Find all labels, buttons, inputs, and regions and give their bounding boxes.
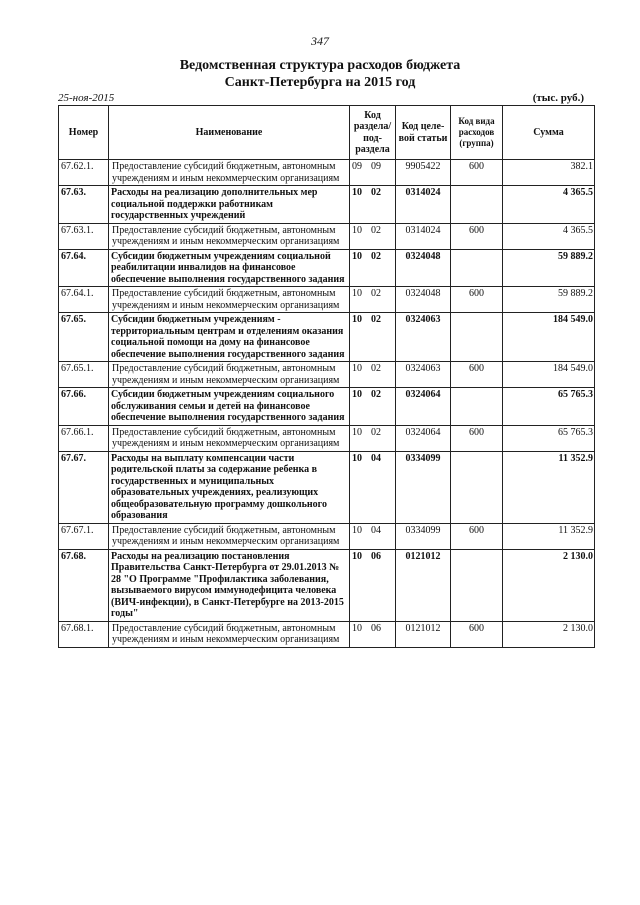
row-section: [350, 160, 396, 186]
row-amount: 382.1: [503, 160, 595, 186]
row-name: Предоставление субсидий бюджетным, автономным учреждениям и иным некоммерческим организациям: [109, 223, 350, 249]
table-row: [59, 287, 595, 313]
row-target-code: 0324064: [396, 425, 451, 451]
row-section-code: 10: [352, 224, 362, 236]
row-section: [350, 223, 396, 249]
budget-table: [58, 105, 595, 648]
row-section: [350, 388, 396, 426]
title-line-1: Ведомственная структура расходов бюджета: [179, 58, 461, 73]
row-section: [350, 362, 396, 388]
row-amount: 4 365.5: [503, 223, 595, 249]
row-subsection-code: 02: [371, 224, 381, 236]
row-section: [350, 186, 396, 224]
row-number: 67.67.1.: [59, 523, 109, 549]
row-amount: 184 549.0: [503, 362, 595, 388]
table-header-row: [59, 106, 595, 160]
table-row: [59, 249, 595, 287]
table-row: [59, 313, 595, 362]
row-exp-type: [451, 388, 503, 426]
row-amount: 59 889.2: [503, 249, 595, 287]
header-exp-type: Код вида расходов (группа): [451, 106, 503, 160]
table-row: [59, 388, 595, 426]
row-subsection-code: 04: [371, 524, 381, 536]
row-section-code: 10: [352, 622, 362, 634]
row-number: 67.68.1.: [59, 621, 109, 647]
row-exp-type: 600: [451, 160, 503, 186]
row-amount: 4 365.5: [503, 186, 595, 224]
row-number: 67.66.1.: [59, 425, 109, 451]
row-section-code: 10: [352, 250, 362, 262]
row-target-code: 0324048: [396, 249, 451, 287]
row-subsection-code: 06: [371, 550, 381, 562]
row-number: 67.65.1.: [59, 362, 109, 388]
row-number: 67.68.: [59, 549, 109, 621]
row-name: Расходы на реализацию дополнительных мер социальной поддержки работникам государственных учреждений: [109, 186, 350, 224]
row-name: Предоставление субсидий бюджетным, автономным учреждениям и иным некоммерческим организациям: [109, 425, 350, 451]
row-number: 67.67.: [59, 451, 109, 523]
row-section: [350, 313, 396, 362]
row-target-code: 0314024: [396, 223, 451, 249]
row-section: [350, 621, 396, 647]
row-subsection-code: 02: [371, 363, 381, 374]
row-amount: 2 130.0: [503, 621, 595, 647]
row-amount: 11 352.9: [503, 523, 595, 549]
row-name: Предоставление субсидий бюджетным, автономным учреждениям и иным некоммерческим организациям: [109, 621, 350, 647]
row-name: Предоставление субсидий бюджетным, автономным учреждениям и иным некоммерческим организациям: [109, 287, 350, 313]
row-section: [350, 549, 396, 621]
row-section-code: 10: [352, 426, 362, 438]
row-target-code: 0324063: [396, 362, 451, 388]
title-line-2: Санкт-Петербурга на 2015 год: [224, 75, 416, 90]
row-number: 67.62.1.: [59, 160, 109, 186]
table-row: [59, 451, 595, 523]
row-amount: 11 352.9: [503, 451, 595, 523]
header-number: Номер: [59, 106, 109, 160]
row-section-code: 10: [352, 314, 362, 325]
row-exp-type: [451, 451, 503, 523]
row-name: Предоставление субсидий бюджетным, автономным учреждениям и иным некоммерческим организациям: [109, 362, 350, 388]
row-amount: 65 765.3: [503, 425, 595, 451]
row-section: [350, 249, 396, 287]
row-section: [350, 523, 396, 549]
row-target-code: 0334099: [396, 451, 451, 523]
row-number: 67.64.: [59, 249, 109, 287]
row-exp-type: [451, 549, 503, 621]
header-name: Наименование: [109, 106, 350, 160]
row-subsection-code: 02: [371, 288, 381, 299]
row-section-code: 10: [352, 363, 362, 374]
row-target-code: 9905422: [396, 160, 451, 186]
units-label: (тыс. руб.): [532, 92, 584, 104]
row-name: Расходы на выплату компенсации части родительской платы за содержание ребенка в государственных и муниципальных образовательных учреждениях, реализующих общеобразовательную программу дошкольного образования: [109, 451, 350, 523]
row-name: Предоставление субсидий бюджетным, автономным учреждениям и иным некоммерческим организациям: [109, 523, 350, 549]
table-row: [59, 186, 595, 224]
document-title: [0, 57, 640, 91]
table-row: [59, 549, 595, 621]
row-section-code: 09: [352, 161, 362, 172]
row-name: Субсидии бюджетным учреждениям социального обслуживания семьи и детей на финансовое обеспечение выполнения государственного задания: [109, 388, 350, 426]
row-exp-type: [451, 313, 503, 362]
row-subsection-code: 04: [371, 452, 381, 464]
row-target-code: 0121012: [396, 549, 451, 621]
row-subsection-code: 02: [371, 314, 381, 325]
row-exp-type: 600: [451, 362, 503, 388]
row-section-code: 10: [352, 389, 362, 400]
row-name: Предоставление субсидий бюджетным, автономным учреждениям и иным некоммерческим организациям: [109, 160, 350, 186]
header-amount: Сумма: [503, 106, 595, 160]
row-section: [350, 451, 396, 523]
row-exp-type: 600: [451, 223, 503, 249]
row-number: 67.63.1.: [59, 223, 109, 249]
row-amount: 65 765.3: [503, 388, 595, 426]
header-target: Код целе-вой статьи: [396, 106, 451, 160]
row-name: Субсидии бюджетным учреждениям - территориальным центрам и отделениям оказания социальной помощи на дому на финансовое обеспечение выполнения государственного задания: [109, 313, 350, 362]
row-target-code: 0334099: [396, 523, 451, 549]
row-exp-type: 600: [451, 287, 503, 313]
table-row: [59, 425, 595, 451]
table-row: [59, 223, 595, 249]
row-subsection-code: 06: [371, 622, 381, 634]
row-subsection-code: 02: [371, 250, 381, 262]
row-name: Расходы на реализацию постановления Правительства Санкт-Петербурга от 29.01.2013 № 28 "О Программе "Профилактика заболевания, вызываемого вирусом иммунодефицита человека (ВИЧ-инфекции), в Санкт-Петербурге на 2013-2015 годы": [109, 549, 350, 621]
header-section: Код раздела/ под-раздела: [350, 106, 396, 160]
row-amount: 184 549.0: [503, 313, 595, 362]
row-exp-type: 600: [451, 523, 503, 549]
document-date: 25-ноя-2015: [58, 92, 115, 104]
row-exp-type: 600: [451, 621, 503, 647]
row-number: 67.64.1.: [59, 287, 109, 313]
row-exp-type: [451, 186, 503, 224]
row-name: Субсидии бюджетным учреждениям социальной реабилитации инвалидов на финансовое обеспечение выполнения государственного задания: [109, 249, 350, 287]
row-section-code: 10: [352, 452, 362, 464]
row-amount: 59 889.2: [503, 287, 595, 313]
row-subsection-code: 02: [371, 389, 381, 400]
row-number: 67.66.: [59, 388, 109, 426]
row-target-code: 0324064: [396, 388, 451, 426]
row-exp-type: [451, 249, 503, 287]
row-section-code: 10: [352, 524, 362, 536]
row-target-code: 0314024: [396, 186, 451, 224]
row-number: 67.63.: [59, 186, 109, 224]
row-section-code: 10: [352, 550, 362, 562]
table-row: [59, 523, 595, 549]
row-subsection-code: 02: [371, 426, 381, 438]
row-section-code: 10: [352, 288, 362, 299]
row-section: [350, 425, 396, 451]
row-section: [350, 287, 396, 313]
row-target-code: 0121012: [396, 621, 451, 647]
table-row: [59, 621, 595, 647]
row-amount: 2 130.0: [503, 549, 595, 621]
row-exp-type: 600: [451, 425, 503, 451]
table-row: [59, 160, 595, 186]
row-subsection-code: 09: [371, 161, 381, 172]
table-row: [59, 362, 595, 388]
row-number: 67.65.: [59, 313, 109, 362]
row-section-code: 10: [352, 187, 362, 198]
row-target-code: 0324063: [396, 313, 451, 362]
page-number: 347: [311, 34, 329, 48]
row-subsection-code: 02: [371, 187, 381, 198]
row-target-code: 0324048: [396, 287, 451, 313]
